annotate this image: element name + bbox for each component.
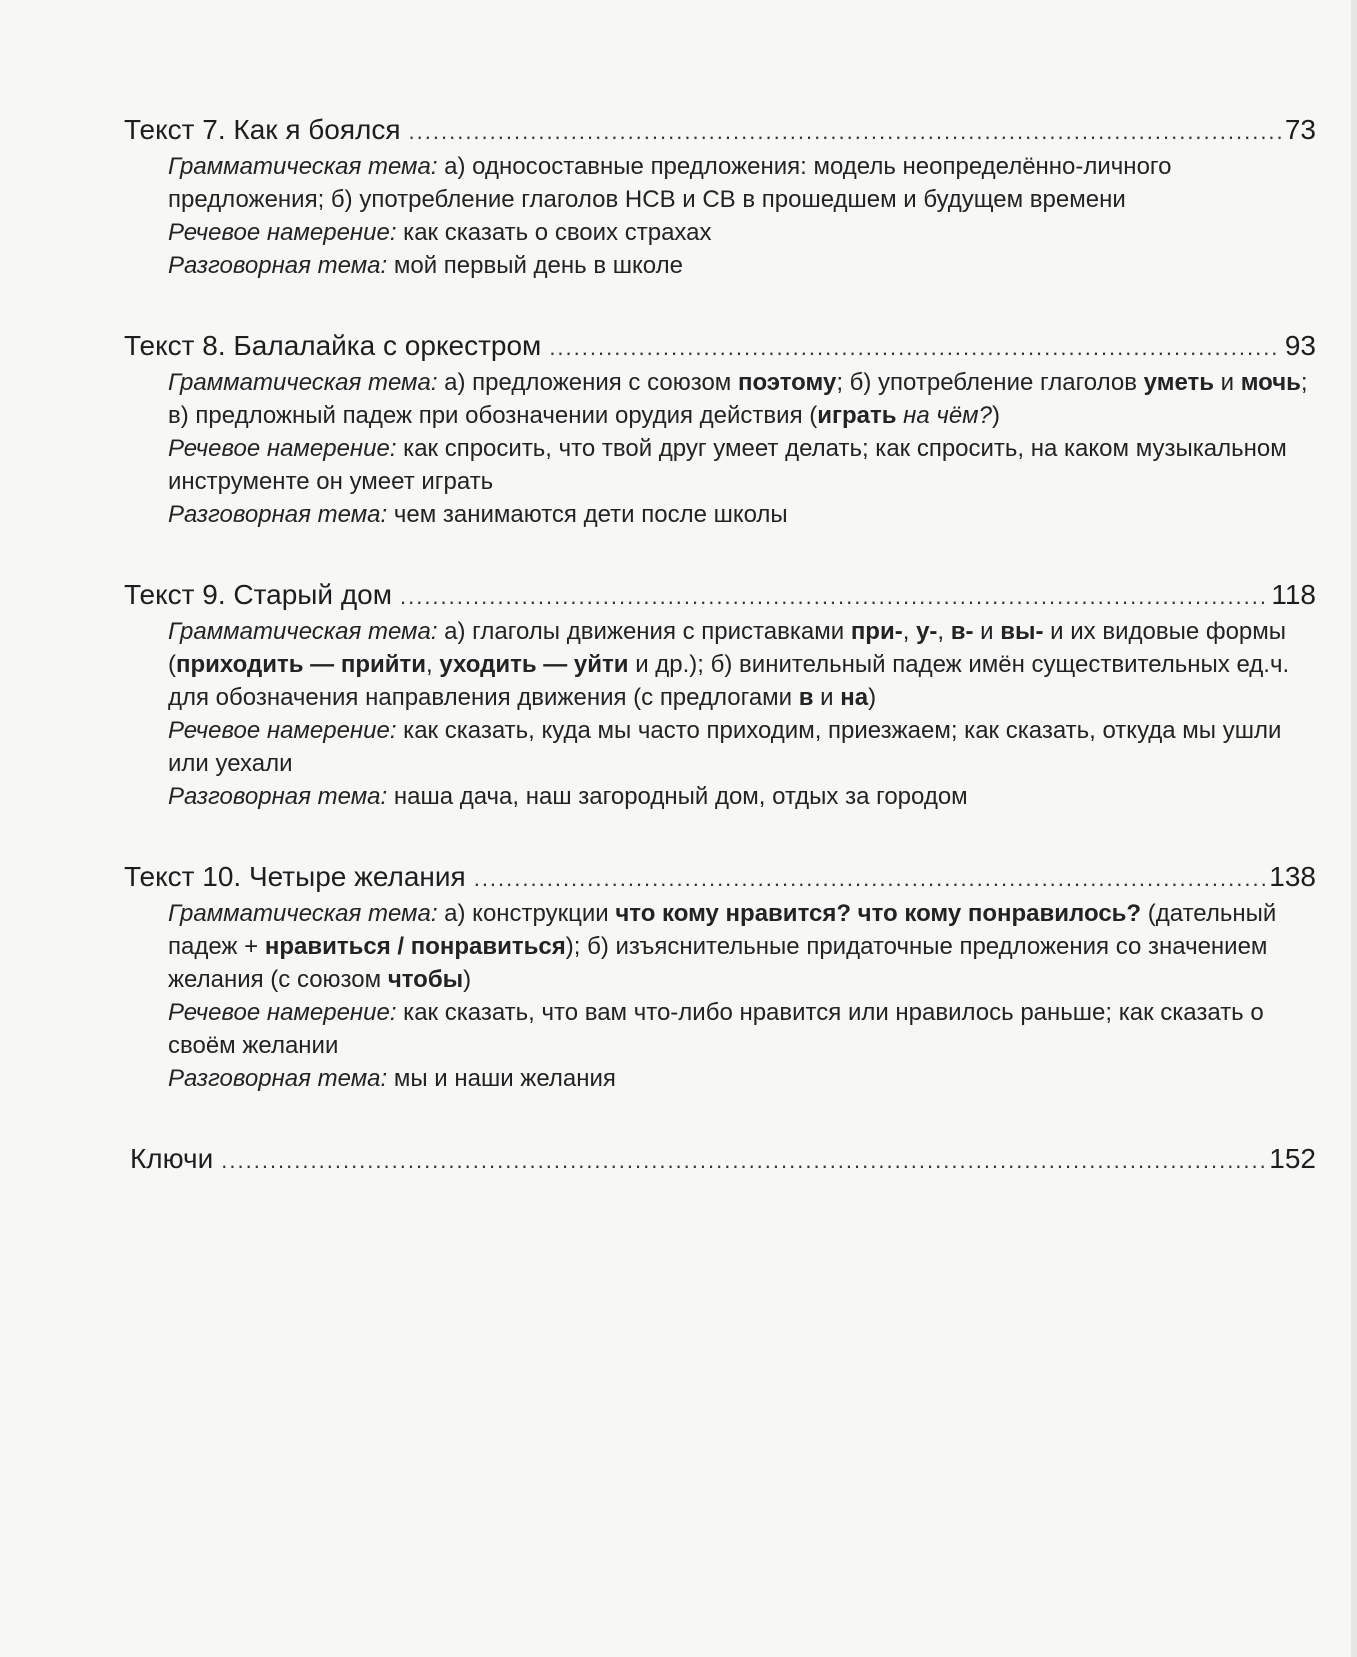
grammar-keyword: в-	[950, 618, 974, 645]
grammar-keyword: уходить — уйти	[439, 651, 629, 678]
grammar-part: и их видовые формы (	[168, 618, 1287, 678]
grammar-label: Грамматическая тема:	[168, 153, 438, 180]
toc-details	[168, 615, 1316, 813]
grammar-text: а) односоставные предложения: модель неопределённо-личного предложения; б) употребление глаголов НСВ и СВ в прошедшем и будущем времени	[168, 153, 1172, 213]
grammar-keyword: на	[840, 684, 869, 711]
toc-entry-text-9	[124, 577, 1316, 813]
toc-details	[168, 897, 1316, 1095]
grammar-keyword: нравиться / понравиться	[264, 933, 566, 960]
grammar-part: и	[813, 684, 841, 711]
grammar-topic	[168, 366, 1316, 432]
grammar-part: ); б) изъяснительные придаточные предложения со значением желания (с союзом	[168, 933, 1268, 993]
grammar-part: а) глаголы движения с приставками	[444, 618, 851, 645]
grammar-keyword: поэтому	[737, 369, 837, 396]
toc-entry-text-7	[124, 112, 1316, 282]
grammar-part: и	[1213, 369, 1241, 396]
grammar-keyword: при-	[850, 618, 903, 645]
topic-text: наша дача, наш загородный дом, отдых за городом	[393, 783, 968, 810]
topic-text: мой первый день в школе	[393, 252, 683, 279]
toc-title: Текст 9. Старый дом	[124, 579, 392, 610]
toc-page-number: 118	[1271, 579, 1316, 610]
grammar-part: )	[463, 966, 472, 993]
speech-intent	[168, 216, 1316, 249]
toc-entry-text-10	[124, 859, 1316, 1095]
conversation-topic	[168, 1062, 1316, 1095]
grammar-part: )	[991, 402, 1000, 429]
grammar-part: (дательный падеж +	[168, 900, 1277, 960]
toc-leader-dots	[409, 114, 1281, 150]
toc-page-number: 152	[1269, 1143, 1316, 1174]
conversation-topic	[168, 249, 1316, 282]
conversation-topic	[168, 780, 1316, 813]
grammar-part: )	[868, 684, 877, 711]
toc-leader-dots	[474, 861, 1266, 897]
grammar-part: ; в) предложный падеж при обозначении орудия действия (	[168, 369, 1308, 429]
grammar-keyword: что кому нравится? что кому понравилось?	[615, 900, 1142, 927]
toc-page-number: 73	[1284, 114, 1316, 145]
page-edge	[1351, 0, 1357, 1657]
toc-entry-text-8	[124, 328, 1316, 531]
toc-heading[interactable]	[124, 859, 1316, 897]
grammar-part: ,	[426, 651, 440, 678]
grammar-label: Грамматическая тема:	[168, 369, 438, 396]
table-of-contents	[124, 112, 1316, 1225]
speech-label: Речевое намерение:	[168, 435, 397, 462]
topic-text: мы и наши желания	[393, 1065, 616, 1092]
toc-leader-dots	[400, 579, 1267, 615]
grammar-topic	[168, 897, 1316, 996]
toc-title: Текст 7. Как я боялся	[124, 114, 401, 145]
speech-intent	[168, 996, 1316, 1062]
topic-label: Разговорная тема:	[168, 501, 388, 528]
grammar-part: ,	[902, 618, 917, 645]
grammar-keyword: уметь	[1143, 369, 1214, 396]
toc-heading[interactable]	[124, 328, 1316, 366]
toc-title: Ключи	[130, 1143, 214, 1174]
speech-text: как сказать, куда мы часто приходим, приезжаем; как сказать, откуда мы ушли или уехали	[168, 717, 1282, 777]
toc-heading[interactable]	[124, 577, 1316, 615]
speech-intent	[168, 714, 1316, 780]
speech-intent	[168, 432, 1316, 498]
toc-page-number: 138	[1269, 861, 1316, 892]
speech-label: Речевое намерение:	[168, 717, 397, 744]
toc-details	[168, 150, 1316, 282]
grammar-part: ,	[937, 618, 951, 645]
grammar-part: а) конструкции	[444, 900, 616, 927]
speech-label: Речевое намерение:	[168, 999, 397, 1026]
toc-page-number: 93	[1284, 330, 1316, 361]
toc-title: Текст 8. Балалайка с оркестром	[124, 330, 542, 361]
toc-entry-keys	[124, 1141, 1316, 1179]
topic-label: Разговорная тема:	[168, 1065, 388, 1092]
grammar-keyword: приходить — прийти	[176, 651, 427, 678]
speech-label: Речевое намерение:	[168, 219, 397, 246]
grammar-part: и др.); б) винительный падеж имён существительных ед.ч. для обозначения направления движения (с предлогами	[168, 651, 1290, 711]
grammar-keyword: у-	[916, 618, 938, 645]
topic-label: Разговорная тема:	[168, 783, 388, 810]
toc-title: Текст 10. Четыре желания	[124, 861, 466, 892]
grammar-label: Грамматическая тема:	[168, 900, 438, 927]
grammar-keyword: вы-	[1000, 618, 1044, 645]
grammar-part: а) предложения с союзом	[444, 369, 738, 396]
speech-text: как сказать о своих страхах	[403, 219, 712, 246]
grammar-keyword: мочь	[1240, 369, 1301, 396]
grammar-keyword: играть	[817, 402, 897, 429]
toc-heading[interactable]	[124, 112, 1316, 150]
toc-leader-dots	[221, 1143, 1265, 1179]
topic-label: Разговорная тема:	[168, 252, 388, 279]
grammar-part: ; б) употребление глаголов	[836, 369, 1144, 396]
speech-text: как спросить, что твой друг умеет делать; как спросить, на каком музыкальном инструменте он умеет играть	[168, 435, 1287, 495]
grammar-topic	[168, 150, 1316, 216]
speech-text: как сказать, что вам что-либо нравится или нравилось раньше; как сказать о своём желании	[168, 999, 1264, 1059]
toc-heading[interactable]	[124, 1141, 1316, 1179]
toc-leader-dots	[549, 330, 1281, 366]
grammar-label: Грамматическая тема:	[168, 618, 438, 645]
conversation-topic	[168, 498, 1316, 531]
toc-details	[168, 366, 1316, 531]
grammar-part: и	[973, 618, 1001, 645]
grammar-topic	[168, 615, 1316, 714]
grammar-keyword: в	[798, 684, 814, 711]
topic-text: чем занимаются дети после школы	[393, 501, 788, 528]
grammar-keyword: чтобы	[387, 966, 464, 993]
grammar-question: на чём?	[896, 402, 992, 429]
